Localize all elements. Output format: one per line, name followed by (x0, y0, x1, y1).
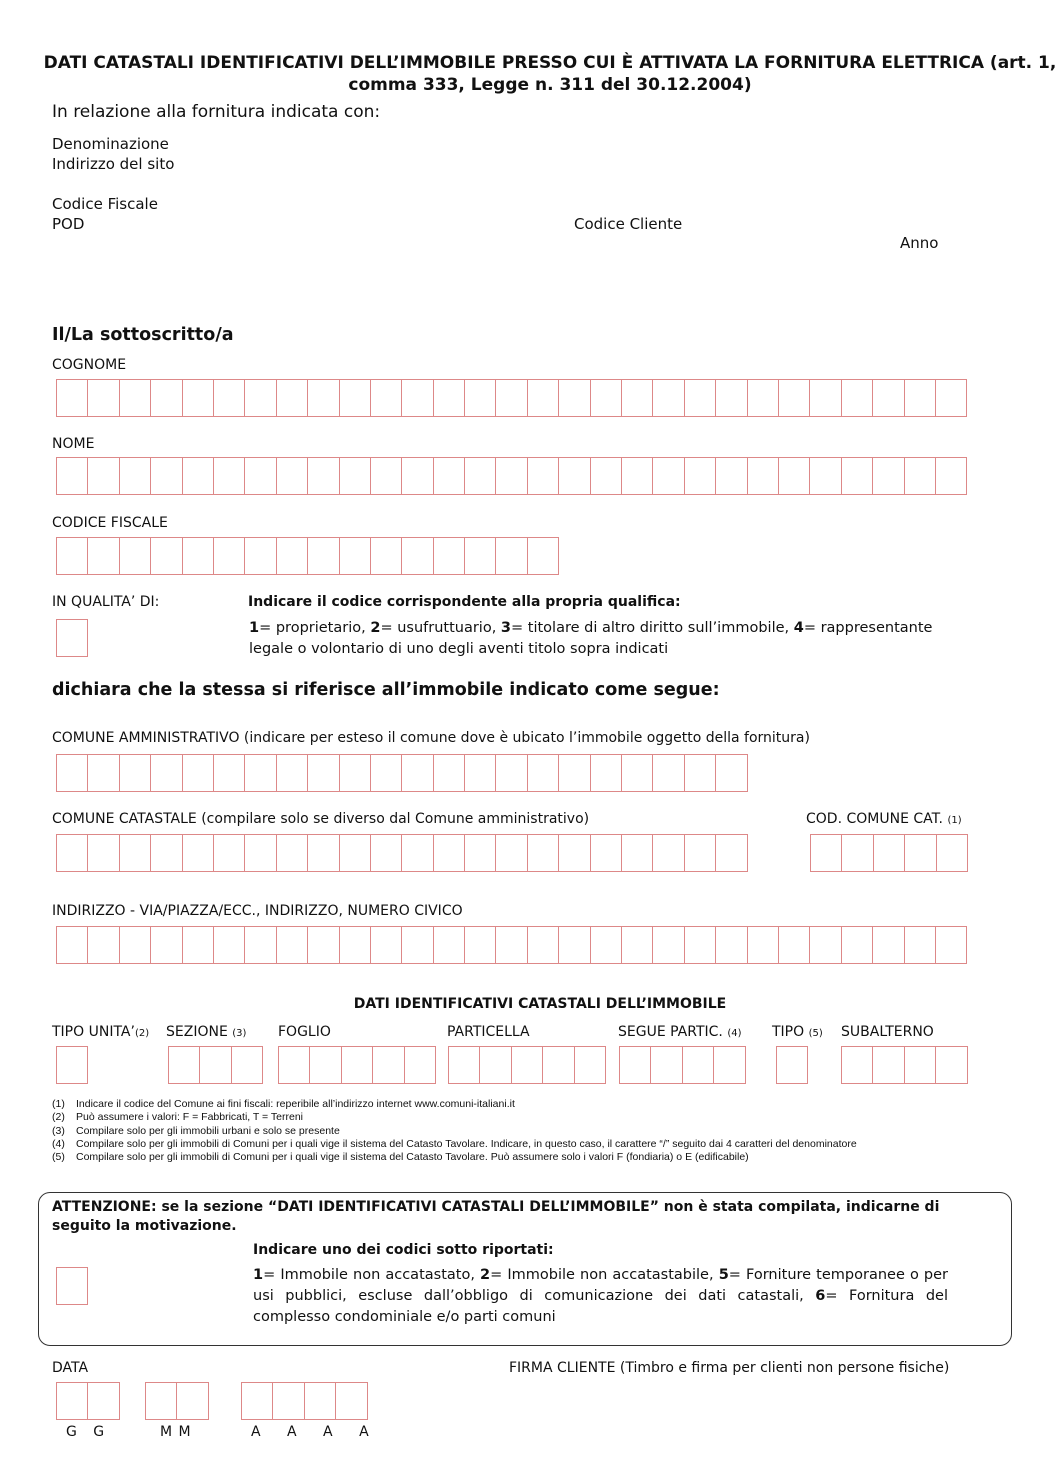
footnote-number: (3) (52, 1124, 65, 1137)
tipo-input[interactable] (776, 1046, 808, 1084)
character-cell[interactable] (308, 458, 339, 494)
tipo-unita-input[interactable] (56, 1046, 88, 1084)
character-cell[interactable] (402, 538, 433, 574)
character-cell[interactable] (340, 380, 371, 416)
attention-codes (253, 1265, 948, 1328)
character-cell[interactable] (183, 927, 214, 963)
character-cell[interactable] (905, 835, 936, 871)
codice-cliente-label: Codice Cliente (574, 215, 683, 233)
code-text: = Fornitura del complesso condominiale e/o parti comuni (253, 1288, 948, 1325)
gg-label: G G (66, 1424, 111, 1440)
mese-input[interactable] (145, 1382, 209, 1420)
character-cell[interactable] (528, 835, 559, 871)
character-cell[interactable] (340, 835, 371, 871)
character-cell[interactable] (873, 1047, 904, 1083)
character-cell[interactable] (57, 1047, 88, 1083)
character-cell[interactable] (120, 927, 151, 963)
footnote (52, 1125, 857, 1138)
character-cell[interactable] (496, 835, 527, 871)
character-cell[interactable] (242, 1383, 273, 1419)
character-cell[interactable] (151, 380, 182, 416)
character-cell[interactable] (402, 755, 433, 791)
character-cell[interactable] (905, 1047, 936, 1083)
character-cell[interactable] (151, 927, 182, 963)
character-cell[interactable] (402, 458, 433, 494)
character-cell[interactable] (559, 835, 590, 871)
character-cell[interactable] (88, 755, 119, 791)
character-cell[interactable] (402, 380, 433, 416)
character-cell[interactable] (200, 1047, 231, 1083)
character-cell[interactable] (214, 755, 245, 791)
character-cell[interactable] (151, 538, 182, 574)
character-cell[interactable] (465, 755, 496, 791)
character-cell[interactable] (622, 755, 653, 791)
character-cell[interactable] (716, 458, 747, 494)
comune-catastale-input[interactable] (56, 834, 748, 872)
footnote-number: (2) (52, 1111, 65, 1124)
character-cell[interactable] (371, 927, 402, 963)
character-cell[interactable] (308, 835, 339, 871)
character-cell[interactable] (57, 835, 88, 871)
character-cell[interactable] (277, 458, 308, 494)
code-text: = rappresentante legale o volontario di uno degli aventi titolo sopra indicati (249, 620, 933, 657)
character-cell[interactable] (57, 927, 88, 963)
character-cell[interactable] (340, 927, 371, 963)
character-cell[interactable] (340, 755, 371, 791)
character-cell[interactable] (622, 458, 653, 494)
code: 3 (500, 620, 512, 636)
footnote-text: Compilare solo per gli immobili di Comuni per i quali vige il sistema del Catasto Tavolare. Indicare, in questo caso, il carattere “/” seguito dai 4 caratteri del denominatore (76, 1137, 857, 1150)
character-cell[interactable] (340, 538, 371, 574)
character-cell[interactable] (57, 1268, 88, 1304)
character-cell[interactable] (434, 755, 465, 791)
character-cell[interactable] (528, 927, 559, 963)
character-cell[interactable] (57, 458, 88, 494)
character-cell[interactable] (146, 1383, 177, 1419)
character-cell[interactable] (88, 927, 119, 963)
character-cell[interactable] (873, 927, 904, 963)
character-cell[interactable] (371, 755, 402, 791)
character-cell[interactable] (905, 380, 936, 416)
character-cell[interactable] (465, 538, 496, 574)
character-cell[interactable] (434, 927, 465, 963)
character-cell[interactable] (245, 458, 276, 494)
character-cell[interactable] (340, 458, 371, 494)
code-text: = Immobile non accatastabile, (490, 1267, 719, 1283)
character-cell[interactable] (559, 458, 590, 494)
footnote-text: Compilare solo per gli immobili di Comuni per i quali vige il sistema del Catasto Tavolare. Può assumere solo i valori F (fondiaria) o E (edificabile) (76, 1151, 749, 1164)
intro-text: In relazione alla fornitura indicata con: (52, 102, 381, 122)
character-cell[interactable] (177, 1383, 208, 1419)
character-cell[interactable] (183, 755, 214, 791)
code: 2 (480, 1267, 491, 1283)
character-cell[interactable] (873, 458, 904, 494)
character-cell[interactable] (308, 755, 339, 791)
mm-label: M M (160, 1424, 192, 1440)
character-cell[interactable] (653, 458, 684, 494)
character-cell[interactable] (371, 458, 402, 494)
character-cell[interactable] (214, 538, 245, 574)
character-cell[interactable] (714, 1047, 745, 1083)
footnote-text: Compilare solo per gli immobili urbani e solo se presente (76, 1124, 340, 1137)
character-cell[interactable] (245, 538, 276, 574)
character-cell[interactable] (245, 927, 276, 963)
character-cell[interactable] (543, 1047, 574, 1083)
codice-fiscale-label: CODICE FISCALE (52, 515, 168, 531)
comune-amm-label: COMUNE AMMINISTRATIVO (indicare per esteso il comune dove è ubicato l’immobile oggetto della fornitura) (52, 730, 810, 746)
character-cell[interactable] (373, 1047, 404, 1083)
character-cell[interactable] (151, 458, 182, 494)
character-cell[interactable] (214, 380, 245, 416)
character-cell[interactable] (277, 755, 308, 791)
qualita-input[interactable] (56, 619, 88, 657)
firma-label: FIRMA CLIENTE (Timbro e firma per clienti non persone fisiche) (509, 1360, 950, 1376)
character-cell[interactable] (842, 835, 873, 871)
qualita-label: IN QUALITA’ DI: (52, 594, 160, 610)
character-cell[interactable] (245, 835, 276, 871)
character-cell[interactable] (232, 1047, 263, 1083)
character-cell[interactable] (214, 835, 245, 871)
character-cell[interactable] (57, 538, 88, 574)
code: 5 (718, 1267, 729, 1283)
character-cell[interactable] (434, 458, 465, 494)
subalterno-input[interactable] (841, 1046, 968, 1084)
character-cell[interactable] (651, 1047, 682, 1083)
character-cell[interactable] (685, 380, 716, 416)
character-cell[interactable] (716, 380, 747, 416)
footnote (52, 1098, 857, 1111)
character-cell[interactable] (559, 755, 590, 791)
denominazione-label: Denominazione (52, 135, 169, 153)
signer-heading: Il/La sottoscritto/a (52, 325, 234, 345)
character-cell[interactable] (528, 458, 559, 494)
character-cell[interactable] (120, 755, 151, 791)
character-cell[interactable] (273, 1383, 304, 1419)
character-cell[interactable] (310, 1047, 341, 1083)
character-cell[interactable] (653, 755, 684, 791)
property-heading: dichiara che la stessa si riferisce all’immobile indicato come segue: (52, 680, 720, 700)
character-cell[interactable] (214, 927, 245, 963)
character-cell[interactable] (308, 927, 339, 963)
character-cell[interactable] (622, 380, 653, 416)
footnote-text: Indicare il codice del Comune ai fini fiscali: reperibile all’indirizzo internet www.comuni-italiani.it (76, 1098, 515, 1110)
character-cell[interactable] (88, 835, 119, 871)
character-cell[interactable] (936, 927, 967, 963)
sezione-input[interactable] (168, 1046, 263, 1084)
label: SEZIONE (166, 1024, 228, 1040)
character-cell[interactable] (214, 458, 245, 494)
document-title: DATI CATASTALI IDENTIFICATIVI DELL’IMMOBILE PRESSO CUI È ATTIVATA LA FORNITURA ELETTRICA (art. 1, comma 333, Legge n. 311 del 30.12.2004) (43, 53, 1057, 95)
footnote-number: (5) (52, 1151, 65, 1164)
character-cell[interactable] (88, 538, 119, 574)
character-cell[interactable] (120, 458, 151, 494)
character-cell[interactable] (371, 835, 402, 871)
character-cell[interactable] (685, 835, 716, 871)
subalterno-label: SUBALTERNO (841, 1024, 934, 1040)
character-cell[interactable] (449, 1047, 480, 1083)
particella-input[interactable] (448, 1046, 606, 1084)
character-cell[interactable] (685, 927, 716, 963)
foglio-input[interactable] (278, 1046, 436, 1084)
character-cell[interactable] (305, 1383, 336, 1419)
anno-input[interactable] (241, 1382, 368, 1420)
character-cell[interactable] (183, 835, 214, 871)
character-cell[interactable] (512, 1047, 543, 1083)
foglio-label: FOGLIO (278, 1024, 331, 1040)
character-cell[interactable] (245, 755, 276, 791)
cod-comune-input[interactable] (810, 834, 968, 872)
codice-fiscale-supply-label: Codice Fiscale (52, 195, 158, 213)
character-cell[interactable] (405, 1047, 436, 1083)
aaaa-label: A A A A (251, 1424, 380, 1440)
tipo-label (772, 1024, 823, 1040)
character-cell[interactable] (277, 538, 308, 574)
character-cell[interactable] (622, 835, 653, 871)
character-cell[interactable] (748, 380, 779, 416)
character-cell[interactable] (183, 458, 214, 494)
code: 1 (253, 1267, 264, 1283)
code-text: = proprietario, (259, 620, 371, 636)
character-cell[interactable] (183, 538, 214, 574)
indirizzo-input[interactable] (56, 926, 967, 964)
comune-amministrativo-input[interactable] (56, 754, 748, 792)
character-cell[interactable] (120, 835, 151, 871)
character-cell[interactable] (622, 927, 653, 963)
catastali-heading: DATI IDENTIFICATIVI CATASTALI DELL’IMMOBILE (353, 996, 727, 1012)
character-cell[interactable] (183, 380, 214, 416)
footnote-ref: (4) (727, 1028, 742, 1039)
character-cell[interactable] (120, 380, 151, 416)
character-cell[interactable] (480, 1047, 511, 1083)
character-cell[interactable] (151, 835, 182, 871)
character-cell[interactable] (685, 755, 716, 791)
character-cell[interactable] (620, 1047, 651, 1083)
character-cell[interactable] (842, 458, 873, 494)
character-cell[interactable] (88, 380, 119, 416)
character-cell[interactable] (465, 835, 496, 871)
character-cell[interactable] (591, 927, 622, 963)
character-cell[interactable] (842, 927, 873, 963)
character-cell[interactable] (575, 1047, 606, 1083)
segue-partic-label (618, 1024, 742, 1040)
character-cell[interactable] (434, 380, 465, 416)
character-cell[interactable] (748, 458, 779, 494)
character-cell[interactable] (277, 927, 308, 963)
character-cell[interactable] (936, 380, 967, 416)
character-cell[interactable] (402, 835, 433, 871)
data-label: DATA (52, 1360, 89, 1376)
character-cell[interactable] (496, 927, 527, 963)
code: 1 (249, 620, 260, 636)
character-cell[interactable] (685, 458, 716, 494)
nome-input[interactable] (56, 457, 967, 495)
character-cell[interactable] (810, 458, 841, 494)
character-cell[interactable] (465, 927, 496, 963)
character-cell[interactable] (591, 458, 622, 494)
character-cell[interactable] (57, 620, 88, 656)
character-cell[interactable] (496, 458, 527, 494)
character-cell[interactable] (779, 458, 810, 494)
code-text: = Immobile non accatastato, (263, 1267, 481, 1283)
cognome-label: COGNOME (52, 357, 127, 373)
character-cell[interactable] (936, 1047, 967, 1083)
cognome-input[interactable] (56, 379, 967, 417)
code: 6 (815, 1288, 826, 1304)
character-cell[interactable] (88, 458, 119, 494)
character-cell[interactable] (57, 755, 88, 791)
footnotes (52, 1098, 857, 1164)
footnote-ref: (2) (134, 1028, 150, 1039)
character-cell[interactable] (88, 1383, 119, 1419)
character-cell[interactable] (336, 1383, 367, 1419)
cod-comune-text: COD. COMUNE CAT. (806, 811, 943, 827)
attention-codes-heading: Indicare uno dei codici sotto riportati: (253, 1242, 554, 1258)
character-cell[interactable] (842, 380, 873, 416)
comune-cat-label: COMUNE CATASTALE (compilare solo se diverso dal Comune amministrativo) (52, 811, 590, 827)
tipo-unita-label (52, 1024, 149, 1040)
segue-partic-input[interactable] (619, 1046, 746, 1084)
character-cell[interactable] (653, 380, 684, 416)
code-text: = Forniture temporanee o per usi pubblici, escluse dall’obbligo di comunicazione dei dati catastali, (253, 1267, 949, 1304)
attention-text: ATTENZIONE: se la sezione “DATI IDENTIFICATIVI CATASTALI DELL’IMMOBILE” non è stata compilata, indicarne di seguito la motivazione. (52, 1199, 940, 1234)
character-cell[interactable] (905, 927, 936, 963)
character-cell[interactable] (873, 380, 904, 416)
character-cell[interactable] (591, 755, 622, 791)
character-cell[interactable] (151, 755, 182, 791)
sezione-label (166, 1024, 246, 1040)
character-cell[interactable] (277, 835, 308, 871)
character-cell[interactable] (559, 380, 590, 416)
character-cell[interactable] (811, 835, 842, 871)
character-cell[interactable] (245, 380, 276, 416)
character-cell[interactable] (653, 835, 684, 871)
character-cell[interactable] (371, 538, 402, 574)
footnote (52, 1151, 857, 1164)
label: TIPO UNITA’ (52, 1024, 135, 1040)
label: TIPO (772, 1024, 805, 1040)
character-cell[interactable] (371, 380, 402, 416)
character-cell[interactable] (434, 835, 465, 871)
indirizzo-sito-label: Indirizzo del sito (52, 155, 175, 173)
character-cell[interactable] (528, 538, 559, 574)
nome-label: NOME (52, 436, 95, 452)
character-cell[interactable] (591, 835, 622, 871)
character-cell[interactable] (905, 458, 936, 494)
character-cell[interactable] (308, 538, 339, 574)
character-cell[interactable] (653, 927, 684, 963)
character-cell[interactable] (402, 927, 433, 963)
footnote-number: (4) (52, 1137, 65, 1150)
character-cell[interactable] (342, 1047, 373, 1083)
character-cell[interactable] (777, 1047, 808, 1083)
footnote-ref: (5) (808, 1028, 823, 1039)
character-cell[interactable] (779, 380, 810, 416)
character-cell[interactable] (748, 927, 779, 963)
character-cell[interactable] (937, 835, 968, 871)
code-text: = titolare di altro diritto sull’immobile, (511, 620, 794, 636)
pod-label: POD (52, 215, 85, 233)
character-cell[interactable] (716, 755, 747, 791)
character-cell[interactable] (279, 1047, 310, 1083)
character-cell[interactable] (496, 538, 527, 574)
character-cell[interactable] (810, 927, 841, 963)
character-cell[interactable] (465, 380, 496, 416)
code: 2 (370, 620, 381, 636)
character-cell[interactable] (528, 755, 559, 791)
qualita-heading: Indicare il codice corrispondente alla propria qualifica: (248, 594, 681, 610)
character-cell[interactable] (277, 380, 308, 416)
footnote-number: (1) (52, 1098, 65, 1110)
character-cell[interactable] (57, 1383, 88, 1419)
footnote-ref: (3) (232, 1028, 247, 1039)
character-cell[interactable] (842, 1047, 873, 1083)
character-cell[interactable] (936, 458, 967, 494)
character-cell[interactable] (465, 458, 496, 494)
code: 4 (793, 620, 804, 636)
cod-comune-label (806, 811, 962, 827)
character-cell[interactable] (434, 538, 465, 574)
motivazione-input[interactable] (56, 1267, 88, 1305)
anno-label: Anno (900, 234, 939, 252)
character-cell[interactable] (496, 755, 527, 791)
character-cell[interactable] (716, 835, 747, 871)
character-cell[interactable] (120, 538, 151, 574)
footnote (52, 1111, 857, 1124)
giorno-input[interactable] (56, 1382, 120, 1420)
footnote-text: Può assumere i valori: F = Fabbricati, T = Terreni (76, 1111, 304, 1124)
character-cell[interactable] (683, 1047, 714, 1083)
codice-fiscale-input[interactable] (56, 537, 559, 575)
qualita-codes (249, 618, 949, 660)
character-cell[interactable] (591, 380, 622, 416)
character-cell[interactable] (874, 835, 905, 871)
particella-label: PARTICELLA (447, 1024, 530, 1040)
footnote (52, 1138, 857, 1151)
character-cell[interactable] (559, 927, 590, 963)
character-cell[interactable] (779, 927, 810, 963)
character-cell[interactable] (810, 380, 841, 416)
character-cell[interactable] (528, 380, 559, 416)
label: SEGUE PARTIC. (618, 1024, 723, 1040)
character-cell[interactable] (716, 927, 747, 963)
character-cell[interactable] (308, 380, 339, 416)
code-text: = usufruttuario, (380, 620, 501, 636)
character-cell[interactable] (496, 380, 527, 416)
indirizzo-label: INDIRIZZO - VIA/PIAZZA/ECC., INDIRIZZO, NUMERO CIVICO (52, 903, 463, 919)
footnote-ref: (1) (947, 815, 962, 826)
character-cell[interactable] (57, 380, 88, 416)
character-cell[interactable] (169, 1047, 200, 1083)
